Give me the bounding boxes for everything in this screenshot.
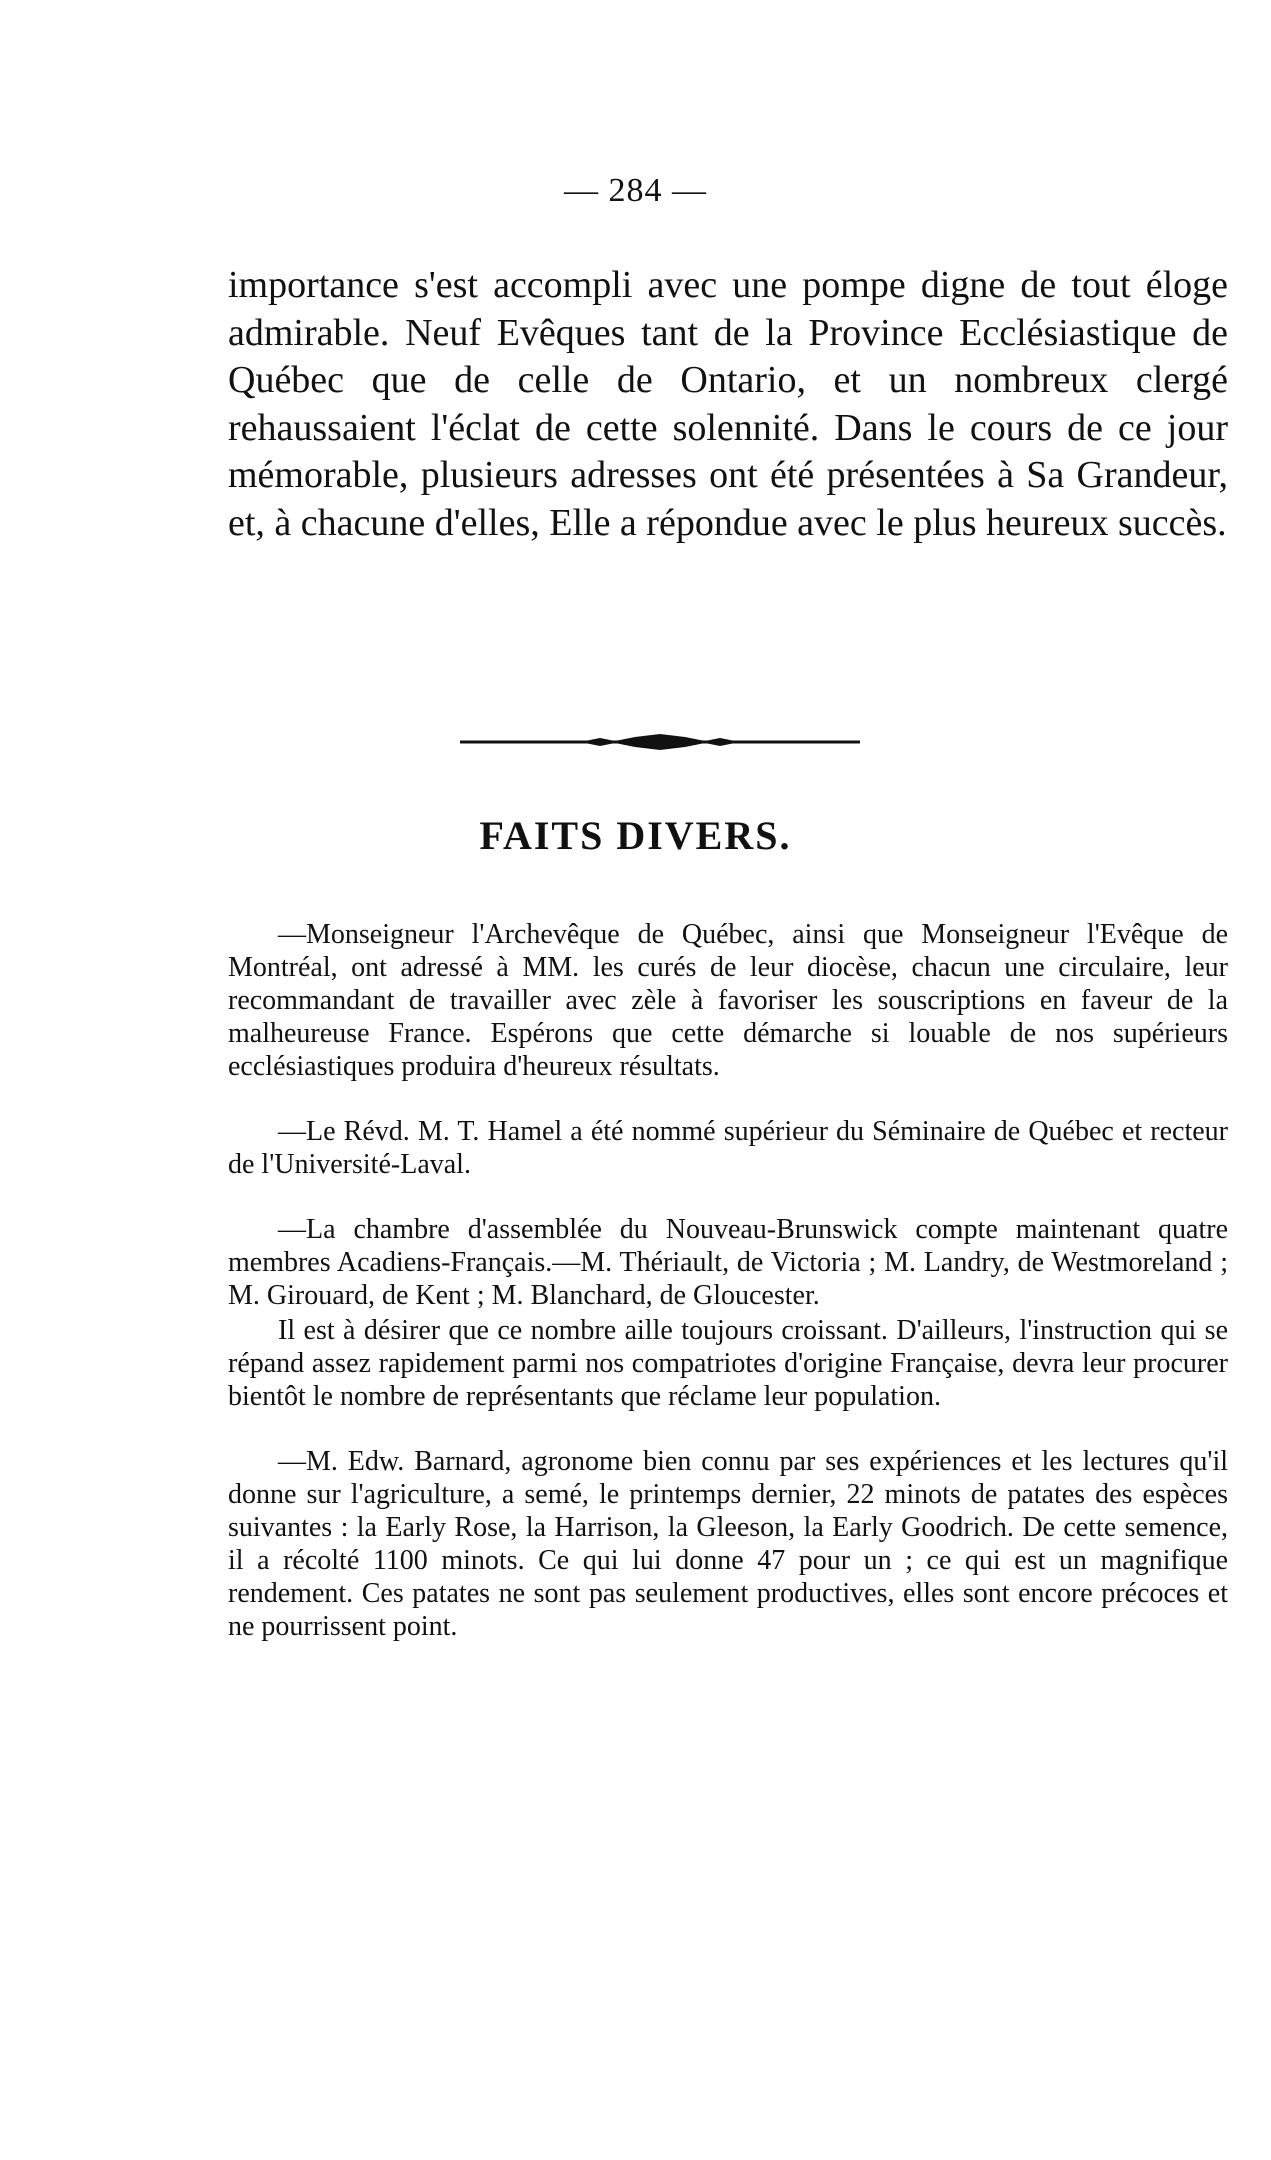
news-item: —La chambre d'assemblée du Nouveau-Brunswick compte maintenant quatre membres Acadiens-Français.—M. Thériault, de Victoria ; M. Landry, de Westmoreland ; M. Girouard, de Kent ; M. Blanchard, de Gloucester. — [228, 1214, 1228, 1311]
news-item-continuation: Il est à désirer que ce nombre aille toujours croissant. D'ailleurs, l'instruction qui se répand assez rapidement parmi nos compatriotes d'origine Française, devra leur procurer bientôt le nombre de représentants que réclame leur population. — [228, 1315, 1228, 1412]
page-number: — 284 — — [564, 172, 707, 209]
news-item: —M. Edw. Barnard, agronome bien connu par ses expériences et les lectures qu'il donne sur l'agriculture, a semé, le printemps dernier, 22 minots de patates des espèces suivantes : la Early Rose, la Harrison, la Gleeson, la Early Goodrich. De cette semence, il a récolté 1100 minots. Ce qui lui donne 47 pour un ; ce qui est un magnifique rendement. Ces patates ne sont pas seulement productives, elles sont encore précoces et ne pourrissent point. — [228, 1446, 1228, 1642]
ornamental-divider — [460, 732, 860, 752]
news-item: —Le Révd. M. T. Hamel a été nommé supérieur du Séminaire de Québec et recteur de l'Université-Laval. — [228, 1116, 1228, 1180]
news-items — [228, 918, 1228, 1643]
intro-paragraph: importance s'est accompli avec une pompe digne de tout éloge admirable. Neuf Evêques tant de la Province Ecclésiastique de Québec que de celle de Ontario, et un nombreux clergé rehaussaient l'éclat de cette solennité. Dans le cours de ce jour mémorable, plusieurs adresses ont été présentées à Sa Grandeur, et, à chacune d'elles, Elle a répondue avec le plus heureux succès. — [228, 264, 1228, 544]
intro-paragraph-block — [228, 262, 1228, 547]
news-item: —Monseigneur l'Archevêque de Québec, ainsi que Monseigneur l'Evêque de Montréal, ont adressé à MM. les curés de leur diocèse, chacun une circulaire, leur recommandant de travailler avec zèle à favoriser les souscriptions en faveur de la malheureuse France. Espérons que cette démarche si louable de nos supérieurs ecclésiastiques produira d'heureux résultats. — [228, 919, 1228, 1082]
section-title: FAITS DIVERS. — [479, 813, 792, 858]
